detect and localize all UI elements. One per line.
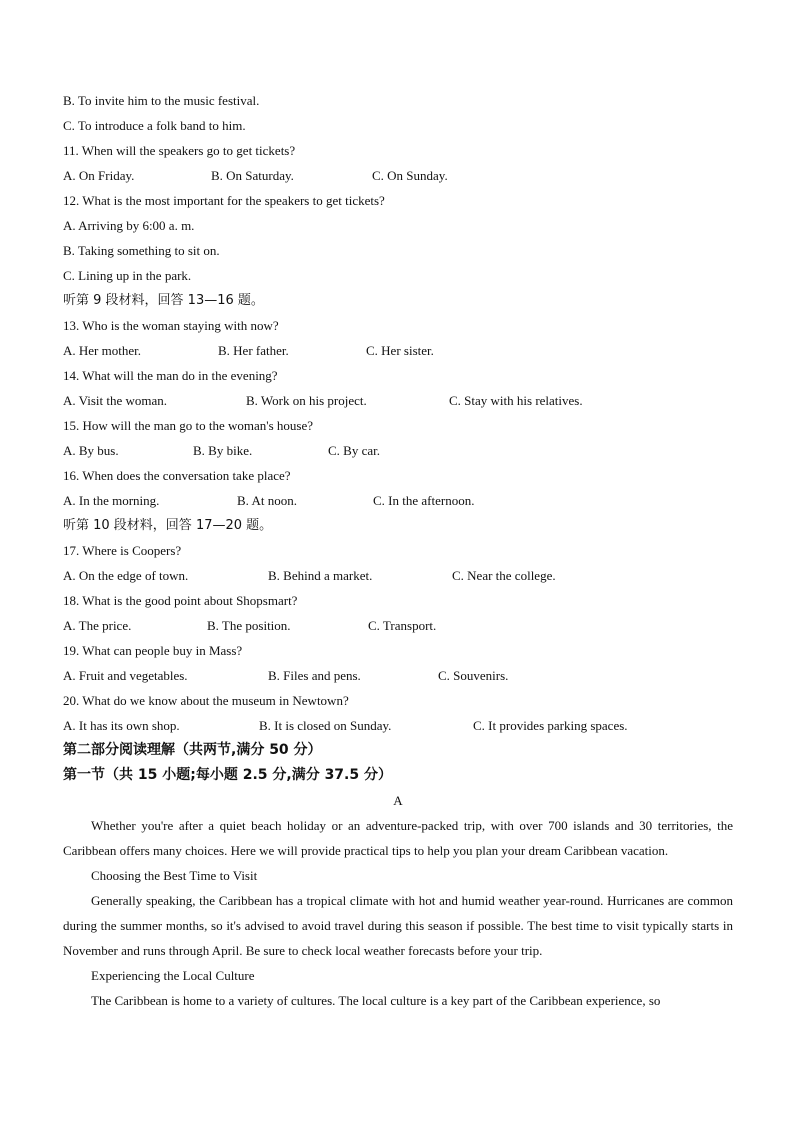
q18-option-b: B. The position. (207, 618, 291, 633)
passage-paragraph-3: The Caribbean is home to a variety of cultures. The local culture is a key part of the Caribbean experience, so (91, 993, 661, 1008)
q13-stem: 13. Who is the woman staying with now? (63, 318, 279, 333)
q16-option-a: A. In the morning. (63, 493, 160, 508)
q17-option-a: A. On the edge of town. (63, 568, 189, 583)
q15-option-a: A. By bus. (63, 443, 119, 458)
q18-options (63, 613, 733, 638)
q14-stem: 14. What will the man do in the evening? (63, 368, 278, 383)
part-2-heading: 第二部分阅读理解（共两节,满分 50 分） (63, 742, 322, 758)
q19-options (63, 663, 733, 688)
passage-paragraph-2: Generally speaking, the Caribbean has a tropical climate with hot and humid weather year-round. Hurricanes are common during the summer months, so it's advised to avoid travel during this season if possible. The best time to visit typically starts in November and runs through April. Be sure to check local weather forecasts before your trip. (63, 893, 733, 958)
q20-option-c: C. It provides parking spaces. (473, 718, 628, 733)
q18-stem: 18. What is the good point about Shopsmart? (63, 593, 298, 608)
q14-option-c: C. Stay with his relatives. (449, 393, 583, 408)
q15-option-b: B. By bike. (193, 443, 253, 458)
q11-options (63, 163, 733, 188)
q13-option-c: C. Her sister. (366, 343, 434, 358)
q11-stem: 11. When will the speakers go to get tickets? (63, 143, 296, 158)
q11-option-c: C. On Sunday. (372, 168, 448, 183)
q14-option-b: B. Work on his project. (246, 393, 367, 408)
subheading-best-time: Choosing the Best Time to Visit (91, 868, 258, 883)
q20-options (63, 713, 733, 738)
q18-option-c: C. Transport. (368, 618, 437, 633)
section-9-instruction: 听第 9 段材料，回答 13—16 题。 (63, 293, 264, 308)
q10-option-c: C. To introduce a folk band to him. (63, 118, 246, 133)
q18-option-a: A. The price. (63, 618, 132, 633)
q14-options (63, 388, 733, 413)
section-1-heading: 第一节（共 15 小题;每小题 2.5 分,满分 37.5 分） (63, 767, 392, 783)
exam-page (63, 88, 733, 1013)
q20-option-b: B. It is closed on Sunday. (259, 718, 392, 733)
q15-stem: 15. How will the man go to the woman's house? (63, 418, 314, 433)
q16-stem: 16. When does the conversation take place? (63, 468, 291, 483)
q20-option-a: A. It has its own shop. (63, 718, 180, 733)
q16-options (63, 488, 733, 513)
q17-stem: 17. Where is Coopers? (63, 543, 182, 558)
q15-option-c: C. By car. (328, 443, 380, 458)
q12-option-c: C. Lining up in the park. (63, 268, 192, 283)
q11-option-a: A. On Friday. (63, 168, 135, 183)
q12-stem: 12. What is the most important for the speakers to get tickets? (63, 193, 385, 208)
q16-option-b: B. At noon. (237, 493, 297, 508)
q20-stem: 20. What do we know about the museum in Newtown? (63, 693, 349, 708)
passage-paragraph-1: Whether you're after a quiet beach holiday or an adventure-packed trip, with over 700 islands and 30 territories, the Caribbean offers many choices. Here we will provide practical tips to help you plan your dream Caribbean vacation. (63, 818, 733, 858)
q19-option-a: A. Fruit and vegetables. (63, 668, 188, 683)
q12-option-b: B. Taking something to sit on. (63, 243, 220, 258)
q15-options (63, 438, 733, 463)
q19-option-c: C. Souvenirs. (438, 668, 509, 683)
q17-option-b: B. Behind a market. (268, 568, 373, 583)
q13-option-a: A. Her mother. (63, 343, 141, 358)
q13-options (63, 338, 733, 363)
q19-stem: 19. What can people buy in Mass? (63, 643, 243, 658)
q12-option-a: A. Arriving by 6:00 a. m. (63, 218, 195, 233)
q10-option-b: B. To invite him to the music festival. (63, 93, 260, 108)
q16-option-c: C. In the afternoon. (373, 493, 475, 508)
q14-option-a: A. Visit the woman. (63, 393, 168, 408)
q11-option-b: B. On Saturday. (211, 168, 294, 183)
q13-option-b: B. Her father. (218, 343, 289, 358)
subheading-local-culture: Experiencing the Local Culture (91, 968, 255, 983)
q17-options (63, 563, 733, 588)
q17-option-c: C. Near the college. (452, 568, 556, 583)
section-10-instruction: 听第 10 段材料，回答 17—20 题。 (63, 518, 273, 533)
passage-label: A (393, 793, 403, 808)
q19-option-b: B. Files and pens. (268, 668, 361, 683)
